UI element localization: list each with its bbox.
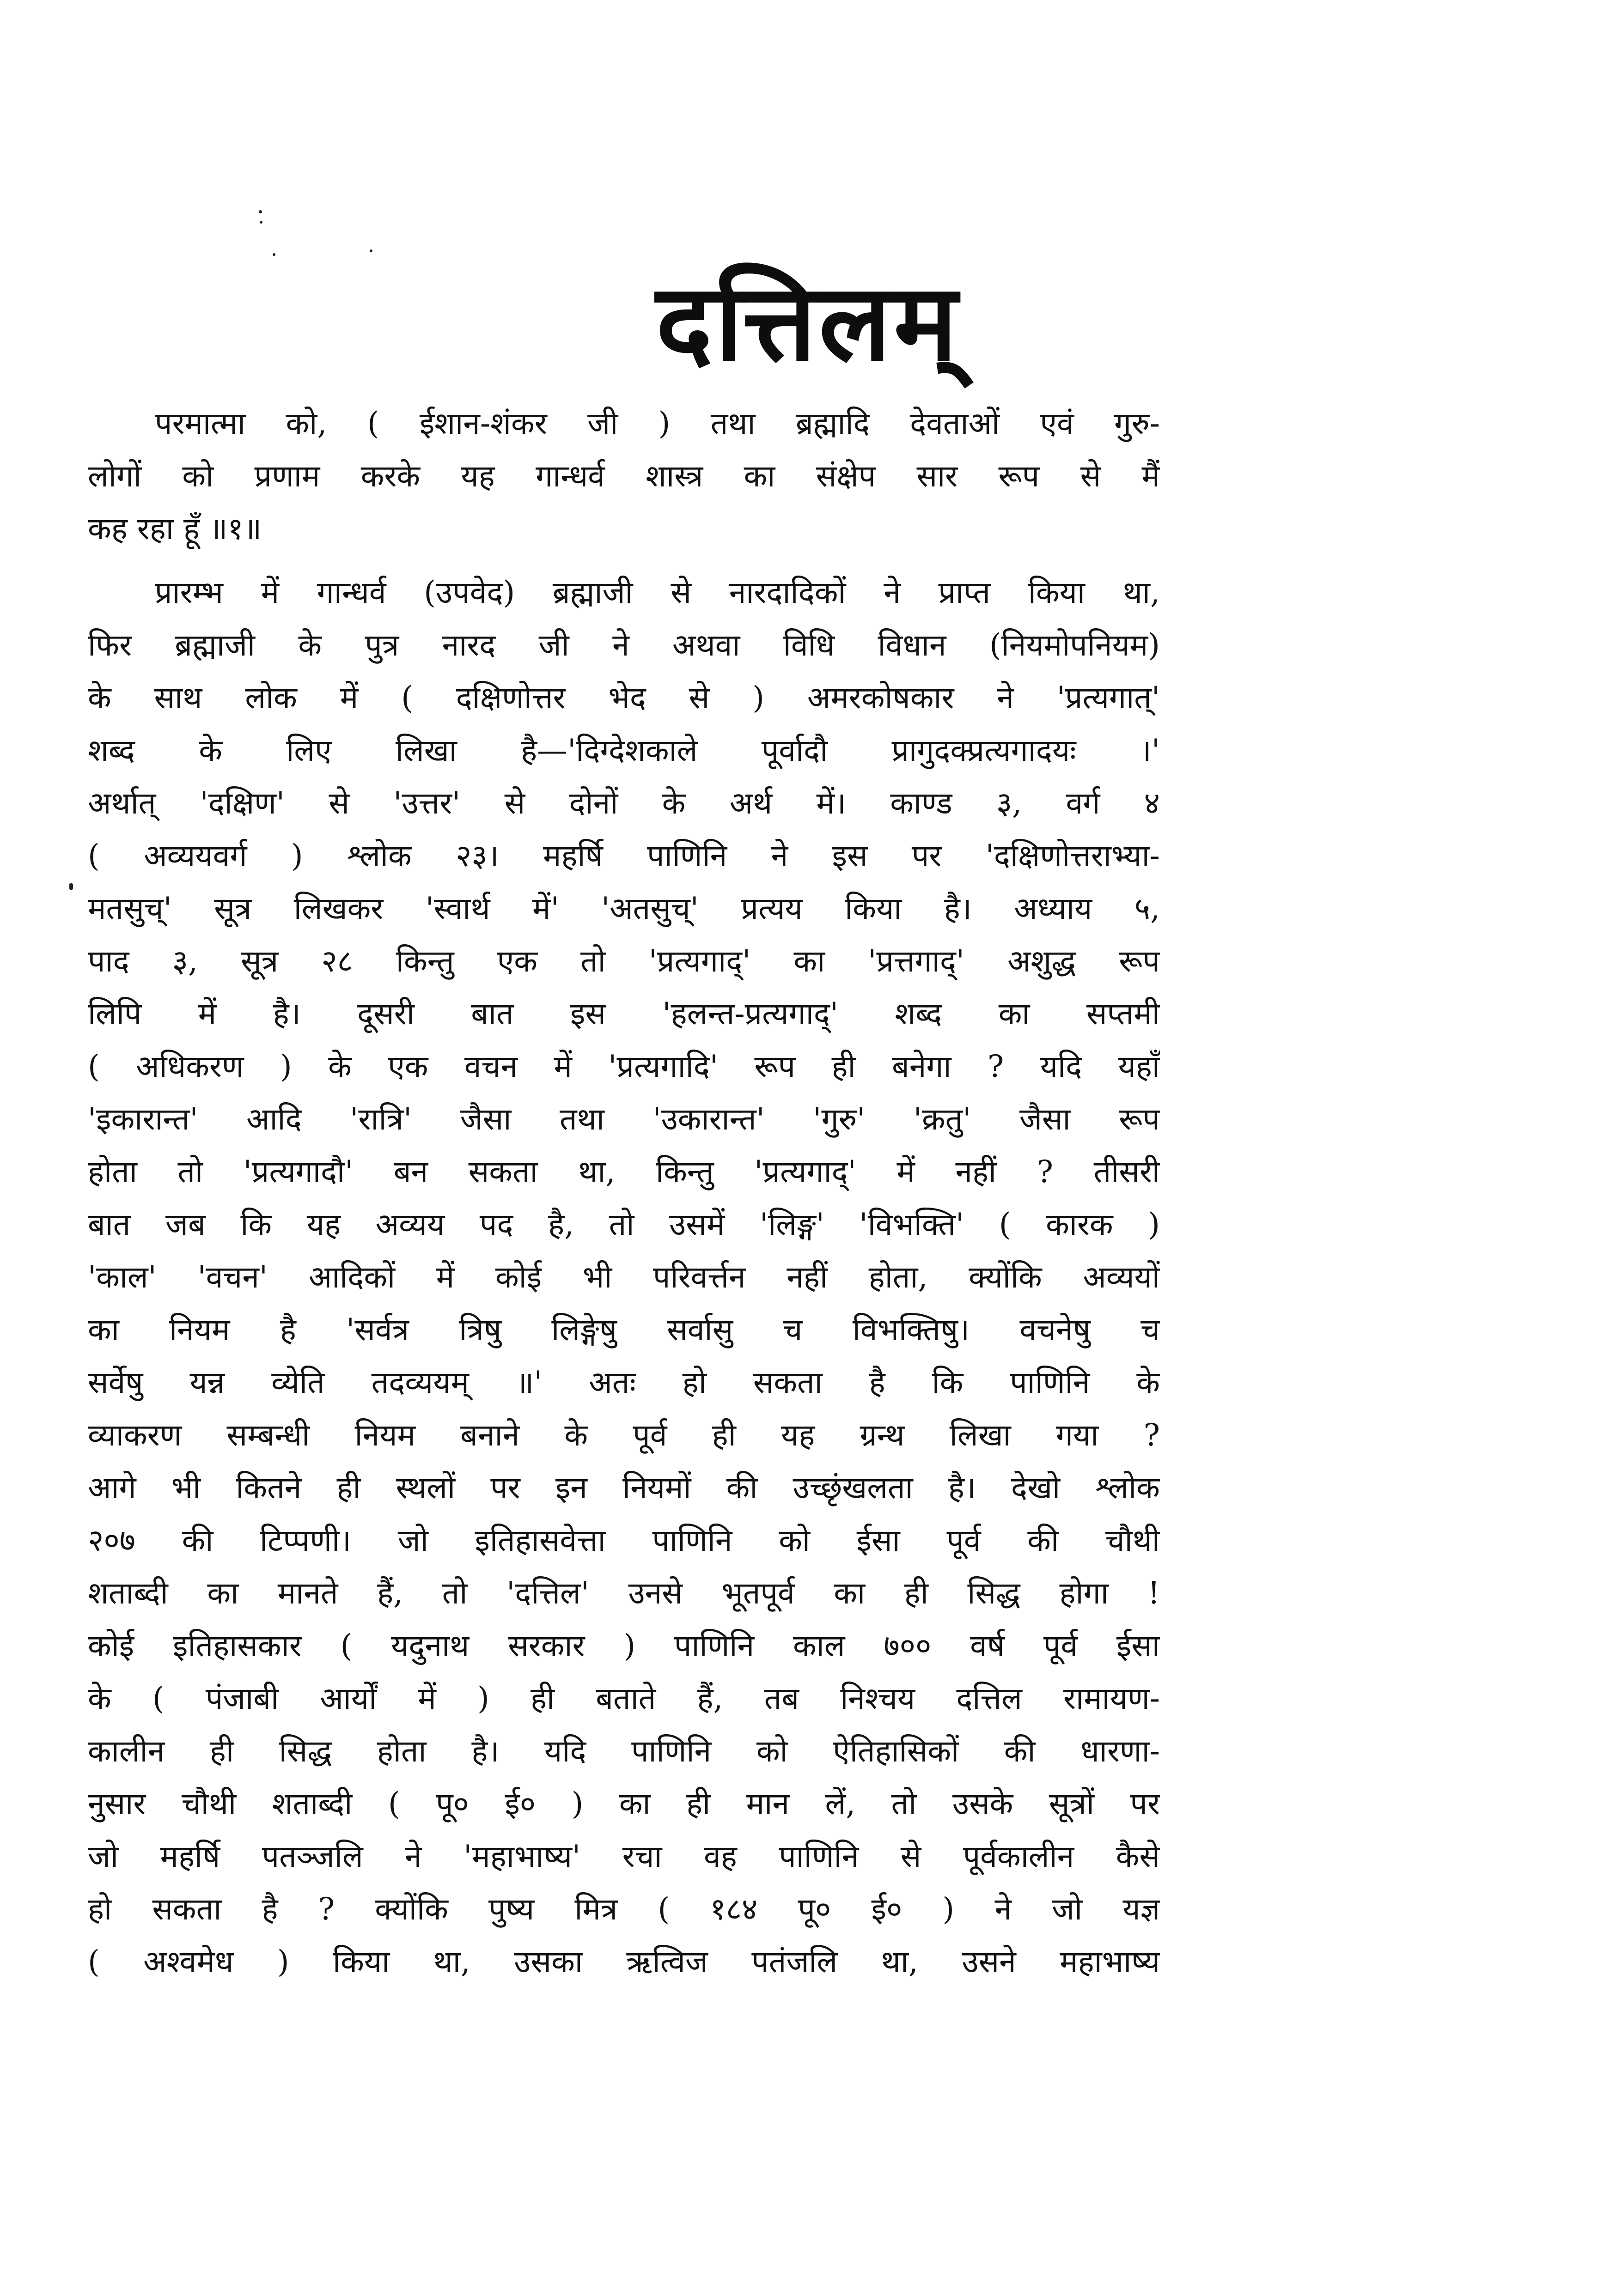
- text-line: अर्थात् 'दक्षिण' से 'उत्तर' से दोनों के अर्थ में। काण्ड ३, वर्ग ४: [88, 785, 1160, 821]
- text-line: ( अश्वमेध ) किया था, उसका ऋत्विज पतंजलि था, उसने महाभाष्य: [88, 1944, 1160, 1980]
- text-line: 'इकारान्त' आदि 'रात्रि' जैसा तथा 'उकारान्त' 'गुरु' 'क्रतु' जैसा रूप: [88, 1101, 1160, 1137]
- text-line: ( अधिकरण ) के एक वचन में 'प्रत्यगादि' रूप ही बनेगा ? यदि यहाँ: [88, 1049, 1160, 1084]
- scan-speck: [260, 221, 262, 224]
- text-line: हो सकता है ? क्योंकि पुष्य मित्र ( १८४ पू० ई० ) ने जो यज्ञ: [88, 1891, 1160, 1927]
- text-line: २०७ की टिप्पणी। जो इतिहासवेत्ता पाणिनि को ईसा पूर्व की चौथी: [88, 1523, 1160, 1558]
- text-line: कोई इतिहासकार ( यदुनाथ सरकार ) पाणिनि काल ७०० वर्ष पूर्व ईसा: [88, 1628, 1160, 1664]
- text-line: लोगों को प्रणाम करके यह गान्धर्व शास्त्र का संक्षेप सार रूप से मैं: [88, 458, 1160, 494]
- text-line: शताब्दी का मानते हैं, तो 'दत्तिल' उनसे भूतपूर्व का ही सिद्ध होगा !: [88, 1575, 1160, 1611]
- text-line: का नियम है 'सर्वत्र त्रिषु लिङ्गेषु सर्वासु च विभक्तिषु। वचनेषु च: [88, 1312, 1160, 1348]
- text-line: सर्वेषु यन्न व्येति तदव्ययम् ॥' अतः हो सकता है कि पाणिनि के: [88, 1365, 1160, 1400]
- text-line: कह रहा हूँ ॥१॥: [88, 511, 262, 547]
- paragraph-1: [88, 397, 1160, 555]
- scan-speck: [273, 253, 275, 256]
- text-line: बात जब कि यह अव्यय पद है, तो उसमें 'लिङ्ग' 'विभक्ति' ( कारक ): [88, 1207, 1160, 1242]
- page-title: दत्तिलम्: [656, 261, 960, 385]
- text-line: पाद ३, सूत्र २८ किन्तु एक तो 'प्रत्यगाद्' का 'प्रत्तगाद्' अशुद्ध रूप: [88, 943, 1160, 979]
- text-line: के साथ लोक में ( दक्षिणोत्तर भेद से ) अमरकोषकार ने 'प्रत्यगात्': [88, 680, 1160, 716]
- scan-speck: [259, 210, 262, 213]
- text-line: लिपि में है। दूसरी बात इस 'हलन्त-प्रत्यगाद्' शब्द का सप्तमी: [88, 996, 1160, 1032]
- paragraph-2: [88, 566, 1160, 1988]
- text-line: परमात्मा को, ( ईशान-शंकर जी ) तथा ब्रह्मादि देवताओं एवं गुरु-: [155, 406, 1160, 441]
- text-line: फिर ब्रह्माजी के पुत्र नारद जी ने अथवा विधि विधान (नियमोपनियम): [88, 627, 1160, 663]
- text-line: शब्द के लिए लिखा है—'दिग्देशकाले पूर्वादौ प्रागुदक्प्रत्यगादयः ।': [88, 733, 1160, 768]
- text-line: व्याकरण सम्बन्धी नियम बनाने के पूर्व ही यह ग्रन्थ लिखा गया ?: [88, 1417, 1160, 1453]
- text-line: जो महर्षि पतञ्जलि ने 'महाभाष्य' रचा वह पाणिनि से पूर्वकालीन कैसे: [88, 1839, 1160, 1874]
- text-line: होता तो 'प्रत्यगादौ' बन सकता था, किन्तु 'प्रत्यगाद्' में नहीं ? तीसरी: [88, 1154, 1160, 1190]
- text-line: आगे भी कितने ही स्थलों पर इन नियमों की उच्छृंखलता है। देखो श्लोक: [88, 1470, 1160, 1506]
- text-line: के ( पंजाबी आर्यों में ) ही बताते हैं, तब निश्चय दत्तिल रामायण-: [88, 1681, 1160, 1716]
- text-line: ( अव्ययवर्ग ) श्लोक २३। महर्षि पाणिनि ने इस पर 'दक्षिणोत्तराभ्या-: [88, 838, 1160, 874]
- text-line: प्रारम्भ में गान्धर्व (उपवेद) ब्रह्माजी से नारदादिकों ने प्राप्त किया था,: [155, 575, 1160, 610]
- text-line: 'काल' 'वचन' आदिकों में कोई भी परिवर्त्तन नहीं होता, क्योंकि अव्ययों: [88, 1259, 1160, 1295]
- text-line: कालीन ही सिद्ध होता है। यदि पाणिनि को ऐतिहासिकों की धारणा-: [88, 1733, 1160, 1769]
- body-text: [88, 397, 1160, 1988]
- scan-speck: [69, 883, 73, 890]
- text-line: नुसार चौथी शताब्दी ( पू० ई० ) का ही मान लें, तो उसके सूत्रों पर: [88, 1786, 1160, 1822]
- text-line: मतसुच्' सूत्र लिखकर 'स्वार्थ में' 'अतसुच्' प्रत्यय किया है। अध्याय ५,: [88, 891, 1160, 926]
- scan-speck: [370, 249, 372, 252]
